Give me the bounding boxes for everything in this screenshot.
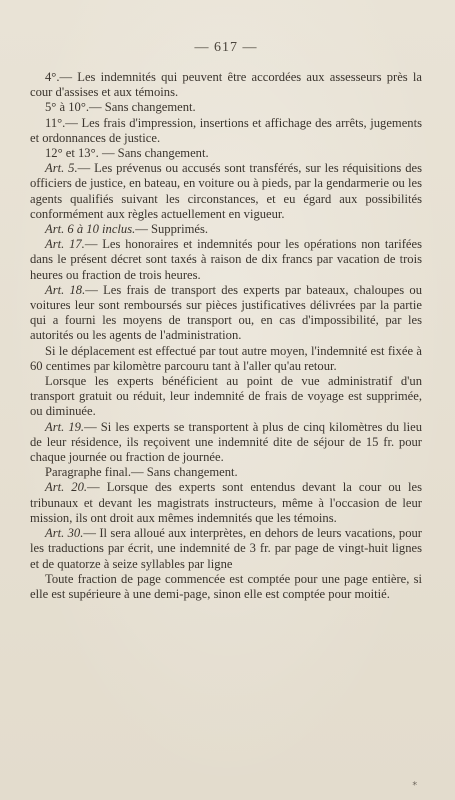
paragraph-text: Lorsque les experts bénéficient au point de vue administratif d'un transport gratuit ou réduit, leur indemnité de frais de voyage est supprimée, ou diminuée. xyxy=(30,374,422,419)
article-label: Art. 19. xyxy=(45,419,85,434)
article-paragraph xyxy=(30,161,422,222)
paragraph xyxy=(30,146,422,161)
paragraph-text: Paragraphe final.— Sans changement. xyxy=(45,465,238,480)
article-paragraph xyxy=(30,283,422,344)
article-label: Art. 18. xyxy=(45,282,86,297)
paragraph-text: 5° à 10°.— Sans changement. xyxy=(45,100,196,115)
article-paragraph xyxy=(30,237,422,283)
paragraph xyxy=(30,572,422,602)
paragraph xyxy=(30,70,422,100)
article-label: Art. 17. xyxy=(45,237,85,252)
paragraph-text: — Il sera alloué aux interprètes, en dehors de leurs vacations, pour les traductions par écrit, une indemnité de 3 fr. par page de vingt-huit lignes et de quatorze à seize syllables par ligne xyxy=(30,526,422,571)
paragraph-text: Si le déplacement est effectué par tout autre moyen, l'indemnité est fixée à 60 centimes par kilomètre parcouru tant à l'aller qu'au retour. xyxy=(30,343,422,373)
article-label: Art. 5. xyxy=(45,161,78,176)
article-paragraph xyxy=(30,480,422,526)
article-paragraph xyxy=(30,222,422,237)
paragraph-text: — Lorsque des experts sont entendus devant la cour ou les tribunaux et devant les magistrats instructeurs, même à l'occasion de leur mission, ils ont droit aux mêmes indemnités que les témoins. xyxy=(30,480,422,525)
paragraph-text: 4°.— Les indemnités qui peuvent être accordées aux assesseurs près la cour d'assises et aux témoins. xyxy=(30,70,422,100)
paragraph-text: — Les frais de transport des experts par bateaux, chaloupes ou voitures leur sont remboursés sur pièces justificatives délivrées par la partie qui a fourni les moyens de transport ou, en cas d'impossibilité, par les autorités ou les agents de l'administration. xyxy=(30,282,422,343)
article-label: Art. 6 à 10 inclus. xyxy=(45,222,136,237)
article-paragraph xyxy=(30,526,422,572)
paragraph-text: — Les honoraires et indemnités pour les opérations non tarifées dans le présent décret sont taxés à raison de dix francs par vacation de trois heures ou fraction de trois heures. xyxy=(30,237,422,282)
paragraph-text: — Si les experts se transportent à plus de cinq kilomètres du lieu de leur résidence, ils reçoivent une indemnité dite de séjour de 15 fr. pour chaque journée ou fraction de journée. xyxy=(30,419,422,465)
article-label: Art. 20. xyxy=(45,480,88,495)
margin-mark: ⁎ xyxy=(412,777,417,787)
paragraph xyxy=(30,100,422,115)
article-paragraph xyxy=(30,420,422,466)
paragraph-text: 11°.— Les frais d'impression, insertions et affichage des arrêts, jugements et ordonnances de justice. xyxy=(30,115,422,145)
paragraph xyxy=(30,344,422,374)
paragraph-text: — Les prévenus ou accusés sont transférés, sur les réquisitions des officiers de justice, en bateau, en voiture ou à pieds, par la gendarmerie ou les agents qualifiés suivant les circonstances, et eu égard aux possibilités conformément aux règles actuellement en vigueur. xyxy=(30,161,422,221)
page-number: — 617 — xyxy=(194,40,258,55)
paragraph xyxy=(30,374,422,420)
paragraph-text: Toute fraction de page commencée est comptée pour une page entière, si elle est supérieure à une demi-page, sinon elle est comptée pour moitié. xyxy=(30,571,422,601)
paragraph xyxy=(30,465,422,480)
article-label: Art. 30. xyxy=(45,526,84,541)
paragraph xyxy=(30,116,422,146)
paragraph-text: 12° et 13°. — Sans changement. xyxy=(45,146,209,161)
paragraph-text: — Supprimés. xyxy=(135,222,209,237)
body-text xyxy=(30,70,422,602)
